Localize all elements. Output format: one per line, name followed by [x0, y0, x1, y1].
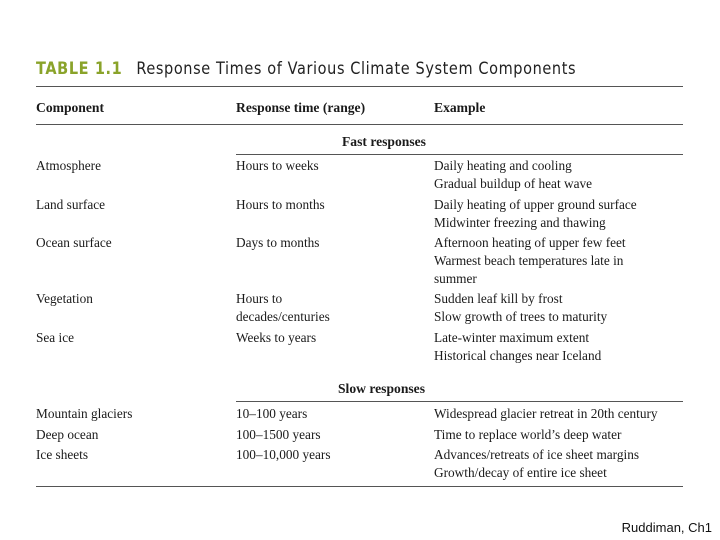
- row-response: 100–10,000 years: [236, 447, 331, 462]
- slow-responses-title: Slow responses: [338, 381, 425, 396]
- row-component: Sea ice: [36, 330, 75, 345]
- fast-responses-rule: [236, 154, 683, 155]
- source-citation: Ruddiman, Ch1: [621, 520, 712, 535]
- row-example: summer: [434, 271, 477, 286]
- row-example: Warmest beach temperatures late in: [434, 253, 624, 268]
- row-component: Deep ocean: [36, 427, 99, 442]
- row-example: Afternoon heating of upper few feet: [434, 235, 626, 250]
- row-example: Growth/decay of entire ice sheet: [434, 465, 607, 480]
- row-component: Ocean surface: [36, 235, 112, 250]
- row-response: Days to months: [236, 235, 320, 250]
- row-component: Atmosphere: [36, 158, 101, 173]
- table-title: Response Times of Various Climate System Components: [136, 60, 577, 79]
- row-example: Gradual buildup of heat wave: [434, 176, 593, 191]
- header-rule: [36, 124, 683, 125]
- header-component: Component: [36, 100, 104, 115]
- row-response: Hours to weeks: [236, 158, 319, 173]
- row-component: Mountain glaciers: [36, 406, 133, 421]
- row-response: 10–100 years: [236, 406, 308, 421]
- top-rule: [36, 86, 683, 87]
- row-example: Midwinter freezing and thawing: [434, 215, 606, 230]
- header-example: Example: [434, 100, 486, 115]
- row-example: Time to replace world’s deep water: [434, 427, 622, 442]
- row-example: Late-winter maximum extent: [434, 330, 590, 345]
- row-example: Advances/retreats of ice sheet margins: [434, 447, 640, 462]
- row-example: Sudden leaf kill by frost: [434, 291, 563, 306]
- row-example: Daily heating and cooling: [434, 158, 572, 173]
- table-label: TABLE 1.1: [36, 60, 123, 79]
- row-example: Historical changes near Iceland: [434, 348, 602, 363]
- row-example: Daily heating of upper ground surface: [434, 197, 637, 212]
- row-response: 100–1500 years: [236, 427, 321, 442]
- row-response: Hours to months: [236, 197, 325, 212]
- header-response-time: Response time (range): [236, 100, 366, 115]
- row-example: Slow growth of trees to maturity: [434, 309, 608, 324]
- bottom-rule: [36, 486, 683, 487]
- fast-responses-title: Fast responses: [342, 134, 426, 149]
- row-component: Land surface: [36, 197, 106, 212]
- slow-responses-rule: [236, 401, 683, 402]
- row-example: Widespread glacier retreat in 20th century: [434, 406, 658, 421]
- row-component: Vegetation: [36, 291, 93, 306]
- row-response: Hours to: [236, 291, 283, 306]
- table-caption: [36, 60, 576, 78]
- row-component: Ice sheets: [36, 447, 89, 462]
- row-response: Weeks to years: [236, 330, 317, 345]
- row-response: decades/centuries: [236, 309, 330, 324]
